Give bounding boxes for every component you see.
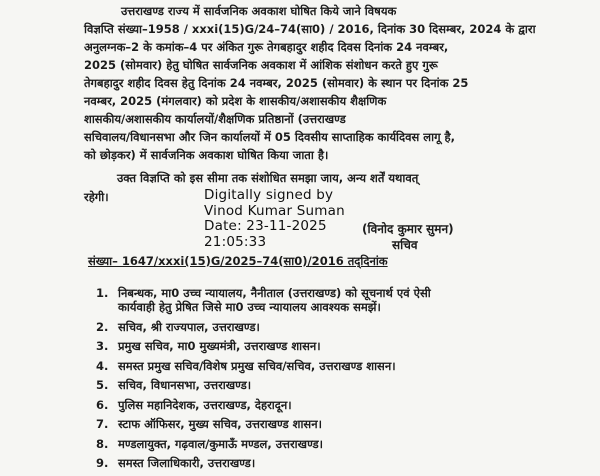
list-item (96, 286, 596, 314)
closing-line: रहेगी। (84, 190, 109, 204)
list-item-text: निबन्धक, मा0 उच्च न्यायालय, नैनीताल (उत्तराखण्ड) को सूचनार्थ एवं ऐसी (118, 286, 431, 300)
list-item (96, 359, 596, 373)
list-item-text: पुलिस महानिदेशक, उत्तराखण्ड, देहरादून। (118, 397, 292, 412)
distribution-list (96, 286, 596, 476)
signer-name: (विनोद कुमार सुमन) (362, 222, 454, 236)
list-item-text: स्टाफ ऑफिसर, मुख्य सचिव, उत्तराखण्ड शासन। (118, 417, 322, 431)
body-line: 2025 (सोमवार) हेतु घोषित सार्वजनिक अवकाश में आंशिक संशोधन करते हुए गुरू (84, 58, 438, 72)
body-line: अनुलग्नक–2 के कमांक–4 पर अंकित गुरू तेगबहादुर शहीद दिवस दिनांक 24 नवम्बर, (84, 40, 449, 54)
list-item-number: 7. (96, 417, 109, 431)
list-item-text: सचिव, श्री राज्यपाल, उत्तराखण्ड। (118, 319, 260, 334)
body-line: नवम्बर, 2025 (मंगलवार) को प्रदेश के शासकीय/अशासकीय शैक्षणिक (84, 94, 387, 108)
list-item-number: 1. (96, 286, 109, 300)
body-line: उत्तराखण्ड राज्य में सार्वजनिक अवकाश घोषित किये जाने विषयक (121, 4, 397, 18)
list-item-number: 3. (96, 339, 109, 353)
list-item (96, 456, 596, 470)
list-item (96, 339, 596, 353)
list-item (96, 417, 596, 431)
body-line: को छोड़कर) में सार्वजनिक अवकाश घोषित किया जाता है। (84, 148, 329, 162)
body-line: शासकीय/अशासकीय कार्यालयों/शैक्षणिक प्रतिष्ठानों (उत्तराखण्ड (84, 112, 346, 126)
list-item-text: समस्त प्रमुख सचिव/विशेष प्रमुख सचिव/सचिव, उत्तराखण्ड शासन। (118, 358, 396, 373)
closing-line: उक्त विज्ञप्ति को इस सीमा तक संशोधित समझा जाय, अन्य शर्तें यथावत् (117, 171, 419, 185)
list-item-number: 9. (96, 456, 109, 470)
digital-signature-block (204, 188, 345, 250)
list-item-text: कार्यवाही हेतु प्रेषित जिसे मा0 उच्च न्यायालय आवश्यक समझें। (118, 300, 381, 314)
signature-line: Date: 23-11-2025 (204, 218, 327, 234)
signer-title: सचिव (392, 238, 418, 252)
body-line: सचिवालय/विधानसभा और जिन कार्यालयों में 05 दिवसीय साप्ताहिक कार्यदिवस लागू है, (84, 130, 456, 144)
list-item (96, 320, 596, 334)
signature-line: Digitally signed by (204, 187, 334, 203)
list-item-text: समस्त जिलाधिकारी, उत्तराखण्ड। (118, 456, 256, 470)
list-item-number: 6. (96, 397, 109, 412)
list-item-text: प्रमुख सचिव, मा0 मुख्यमंत्री, उत्तराखण्ड शासन। (118, 339, 321, 353)
list-item-text: मण्डलायुक्त, गढ़वाल/कुमाऊँ मण्डल, उत्तराखण्ड। (118, 436, 324, 451)
list-item-number: 2. (96, 319, 109, 334)
list-item-number: 4. (96, 358, 109, 373)
list-item-text: सचिव, विधानसभा, उत्तराखण्ड। (118, 378, 252, 392)
signature-line: Vinod Kumar Suman (204, 202, 345, 219)
signature-line: 21:05:33 (204, 233, 267, 250)
list-item-number: 5. (96, 378, 109, 392)
list-item (96, 398, 596, 412)
reference-number: संख्या– 1647/xxxi(15)G/2025–74(सा0)/2016 तद्‌दिनांक (88, 254, 388, 268)
body-line: तेगबहादुर शहीद दिवस हेतु दिनांक 24 नवम्बर, 2025 (सोमवार) के स्थान पर दिनांक 25 (84, 76, 469, 90)
list-item-number: 8. (96, 436, 109, 451)
list-item (96, 437, 596, 451)
body-line: विज्ञप्ति संख्या–1958 / xxxi(15)G/24–74(सा0) / 2016, दिनांक 30 दिसम्बर, 2024 के द्वारा (84, 22, 536, 36)
list-item (96, 378, 596, 392)
